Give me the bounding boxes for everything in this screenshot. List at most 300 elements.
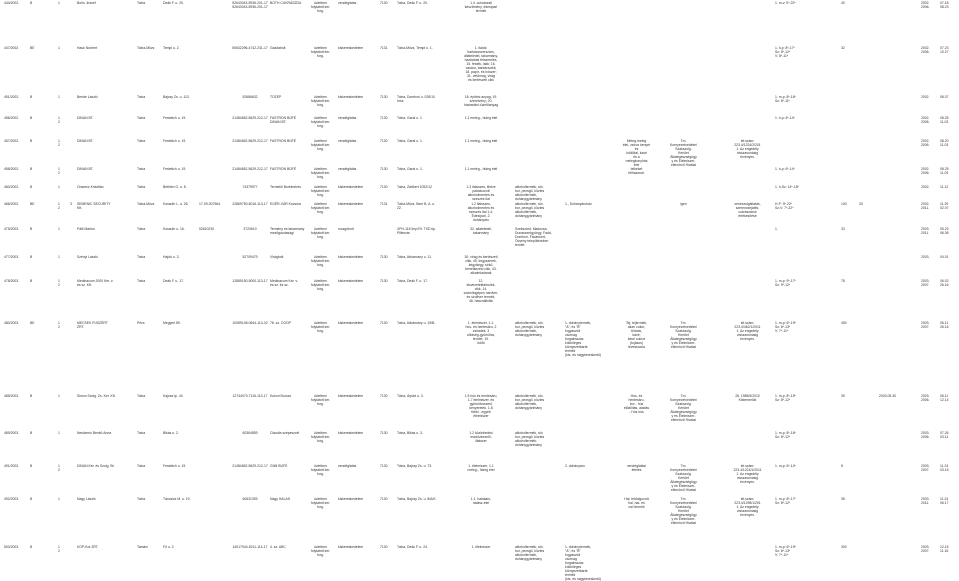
cell-tax: 52709479: [242, 255, 258, 259]
cell-act: kiskereskedelem: [338, 431, 364, 435]
cell-weekday: 1. m-p: 8ʰ-17ʰ Sz: 8ʰ-12ʰ: [775, 497, 796, 505]
cell-year: 2003. 2007.: [921, 464, 930, 472]
cell-n: 1: [58, 431, 60, 435]
cell-owner: Bende László: [77, 95, 98, 99]
cell-city: Tolna: [137, 255, 146, 259]
cell-owner: SEMENIC SECURITY Kft.: [77, 202, 111, 210]
cell-date: 07.26 03.11: [940, 431, 949, 439]
cell-zip: 7130: [380, 394, 388, 398]
cell-unit: Claudia szépészcél: [270, 431, 300, 435]
cell-form: üzletben folytatott ker. forg.: [310, 431, 331, 443]
cell-method: Tm. Kornyezetvédelmi Szakszolg. Kerület Állategészségügy y és Élelmiszer- ellenőrző Hivatal: [670, 497, 697, 525]
cell-addr: Táncsics M. u. 19.: [163, 497, 191, 501]
cell-unit: FASTRON BÜFÉ: [270, 139, 296, 143]
cell-sales: 1. dohánytermék, "A", és "B" fogyasztói csomag forgalmazás különleges környezetbarát termék (kis- és nagykereskedő): [565, 545, 601, 581]
cell-weekday: 1. h-p: 6ʰ-14ʰ: [775, 167, 795, 171]
cell-hours: Tej, tejtermék, alum cukor, törtvas, kávé, kávé cukrot (tojásos) leveskocka: [625, 321, 648, 349]
cell-products: 1. élelmiszer, 1.1. hús- és hentesáru, 2 zsiradék, 3 zöldség-gyümölcs, terület, 19. üdítő: [465, 321, 497, 345]
cell-form: üzletben folytatott ker. forg.: [310, 46, 331, 58]
cell-tax: 21484652-5629-212-17: [232, 139, 268, 143]
cell-weekday: 1. h-p: 8ʰ-17ʰ Sz: 8ʰ-12ʰ V: 8ʰ-11ʰ: [775, 46, 795, 58]
cell-weekday: 1. m-p: 8ʰ-15ʰ Sz: 8ʰ-12ʰ: [775, 394, 796, 402]
cell-type: B: [30, 545, 33, 549]
cell-products: 1. élelmiszer: [471, 545, 491, 549]
cell-n: 1 2: [58, 139, 60, 147]
cell-city: Tamási: [137, 545, 148, 549]
cell-weekday: 1. h-p: 6ʰ-14ʰ: [775, 116, 795, 120]
cell-tax: 12889150-5000-113-17: [232, 279, 268, 283]
cell-place: XPH-118 Ilnyi Rt. TSD tip. Pillesvár: [397, 227, 436, 235]
cell-type: B: [30, 464, 33, 468]
cell-addr: Hajdú u. 3.: [163, 255, 180, 259]
cell-act: kiskereskedelem: [338, 202, 364, 206]
cell-owner: DINAN Ker. és Szolg. Bt.: [77, 464, 115, 468]
cell-products: 30. virág és kertészeti cikk, 45. kegyszerek, kegytárgy, sírkő, temetkezési cikk, 43. alkalmiadarak: [464, 255, 498, 275]
cell-type: B: [30, 1, 33, 5]
cell-permit: tel.szám: 223.4/1298/1/201 1. Az engedély visszavonásig érvényes.: [734, 497, 761, 517]
cell-tax: 22869750-6016-113-17: [232, 202, 268, 206]
cell-unit: BOTH CUKRÁSZDA: [270, 1, 302, 5]
cell-addr: Festetich u. 19.: [163, 167, 187, 171]
cell-year: 2003. 2007.: [921, 321, 930, 329]
cell-place: Tolna, Árpád u. 3.: [397, 394, 424, 398]
cell-addr: Bajcsy Zs. u. 113.: [163, 95, 190, 99]
cell-n3: 3: [70, 202, 72, 206]
cell-tax: 52643043-5936-201-17 52643043-5936-201-17: [232, 1, 268, 9]
cell-n: 1 2: [58, 321, 60, 329]
cell-city: Tolna: [137, 116, 146, 120]
cell-date: 12.15 11.16: [940, 545, 949, 553]
cell-tax2: 17-09-007564: [199, 202, 221, 206]
cell-reg: 477/2003.: [4, 255, 20, 259]
cell-extra2: 2003.05.30: [879, 394, 896, 398]
cell-year: 2003. 2007.: [921, 279, 930, 287]
cell-tax: 14017944-5211-114-17: [232, 545, 268, 549]
cell-reg: 456/2002.: [4, 116, 20, 120]
cell-zip: 7131: [380, 202, 388, 206]
cell-year: 2003. 2011.: [921, 227, 930, 235]
cell-form: üzletben folytatott ker. forg.: [310, 321, 331, 333]
cell-products: 1. italok; barkácsszerszám, állateledel, takarmány, haztartási felszerelés, 15. festék, lakk; 16. vasáru, barkácscikk; 18. papír- és irószer; 31. vetőmag, virág és kertészeti cikk: [464, 46, 498, 82]
cell-addr: Deák F. u. 20.: [163, 1, 184, 5]
cell-place: Tolna-Mözs, Templ u. 1.: [397, 46, 433, 50]
cell-act: kiskereskedelem: [338, 394, 364, 398]
cell-place: Tolna, Bajcsy Zs. u. 8/A/K.: [397, 497, 437, 501]
cell-tax: 60364859: [242, 431, 258, 435]
cell-tax: 21484652-5629-212-17: [232, 167, 268, 171]
cell-addr: Deák F. u. 17.: [163, 279, 184, 283]
cell-n: 1 2: [58, 545, 60, 553]
cell-city: Tolna: [137, 497, 146, 501]
cell-weekday: H-P: 9ʰ-22ʰ Sz-V: 7ʰ-22ʰ: [775, 202, 794, 210]
cell-weekday: 1. m-v: 9ʰ-22ʰ: [775, 1, 796, 5]
cell-extra: 33: [859, 202, 863, 206]
cell-owner: DINAN BT.: [77, 139, 94, 143]
cell-date: 11.24 03.15: [940, 464, 949, 472]
cell-owner: Oravecz Krisztián: [77, 185, 104, 189]
cell-zip: 7130: [380, 139, 388, 143]
cell-type: B: [30, 394, 33, 398]
cell-date: 11.12: [940, 185, 949, 189]
cell-unit: Termelői Borkimérés: [270, 185, 301, 189]
cell-products: 1.4. cukrászati készítmény, édesipari termék: [464, 1, 498, 13]
cell-zip: 7131: [380, 46, 388, 50]
cell-addr: Bikás u. 2.: [163, 431, 179, 435]
cell-owner: Bohn József: [77, 1, 96, 5]
cell-goods: alkoholtermék, sör, bor, pezsgő, köztes alkoholtermék, dohánygyártmány: [515, 185, 545, 201]
cell-hours: Hal, feldolgozott hal, hal- és vízi termék: [624, 497, 649, 509]
cell-tax: 10089108-0644-114-02: [232, 321, 268, 325]
cell-city: Tolna: [137, 227, 146, 231]
cell-permit: tel.szám: 223.4/1224/2/201 1. Az engedély visszavonásig érvényes.: [734, 139, 761, 159]
cell-place: Tolna, Dombori u. 028/10 hrsz.: [397, 95, 435, 103]
cell-year: 2003. 2007.: [921, 545, 930, 553]
cell-n: 1 2: [58, 167, 60, 175]
cell-city: Tolna: [137, 431, 146, 435]
cell-reg: 500/2003.: [4, 545, 20, 549]
cell-n: 1 2: [58, 279, 60, 287]
cell-place: Tolna-Mözs, Bem B. A. u. 22.: [397, 202, 436, 210]
cell-place: Tolna, Alkotmány u. 15/B.: [397, 321, 436, 325]
cell-act: vendéglátás: [338, 1, 357, 5]
cell-zip: 7130: [380, 255, 388, 259]
cell-area: 300: [841, 545, 847, 549]
cell-hours: Hús- és hentesáru, bor - hús előállítás, alabás - Hús hús: [623, 394, 650, 414]
cell-owner: MECSEK FÜSZÉRT ZRT.: [77, 321, 108, 329]
cell-form: üzletben folytatott ker. forg.: [310, 139, 331, 151]
cell-addr: Bethlen G. u. 8.: [163, 185, 187, 189]
cell-n: 1 2: [58, 116, 60, 124]
cell-addr: Fő u. 2.: [163, 545, 175, 549]
cell-addr: Festetich u. 19.: [163, 464, 187, 468]
cell-tax: 21484652-5629-212-17: [232, 116, 268, 120]
cell-goods: alkoholtermék, sör, bor, pezsgő, köztes alkoholtermék, dohánygyártmány: [515, 431, 545, 447]
cell-unit: FASTRON BÜFÉ: [270, 167, 296, 171]
cell-act: kiskereskedelem: [338, 545, 364, 549]
cell-tax: 21484652-5629-212-17: [232, 464, 268, 468]
cell-addr: Kossuth u. 16.: [163, 227, 185, 231]
cell-weekday: 1.: [775, 227, 778, 231]
cell-unit: Termény és takarmány mezőgazdasági: [270, 227, 305, 235]
cell-act: vendéglátás: [338, 167, 357, 171]
cell-owner: DINAN BT.: [77, 167, 94, 171]
cell-unit: EGÉR-VÁR Kocsma: [270, 202, 301, 206]
cell-act: mozgóbolt: [338, 227, 354, 231]
cell-city: Tolna: [137, 167, 146, 171]
cell-reg: 457/2002.: [4, 139, 20, 143]
cell-year: 2003. 2006.: [921, 394, 930, 402]
cell-form: üzletben folytatott ker. forg.: [310, 202, 331, 214]
cell-goods: Szekszárd, Madocsa, Dunaszentgyörgy, Fadd, Dombori, Fácánkert, Öcsény településeken terület: [515, 227, 552, 247]
cell-permit: zeneszolgáltatás, szerencsejáték, cukrászáruk értékesítése: [734, 202, 761, 218]
cell-date: 05.23 06.08: [940, 227, 949, 235]
cell-city: Tolna: [137, 464, 146, 468]
cell-area: 33: [841, 227, 845, 231]
cell-place: Tolna, Attozmány u. 11.: [397, 255, 432, 259]
cell-form: üzletben folytatott ker. forg.: [310, 464, 331, 476]
cell-zip: 7130: [380, 167, 388, 171]
cell-addr: Kossuth L. u. 26.: [163, 202, 189, 206]
cell-tax: 3720610: [243, 227, 257, 231]
cell-area: 32: [841, 46, 845, 50]
cell-products: 12. kisvezetéktartozék, cikk, 14. számítógépes hardver- és szoftver termék, 48. használtcikk: [463, 279, 499, 303]
cell-zip: 7130: [380, 1, 388, 5]
cell-year: 2002.: [921, 185, 930, 189]
cell-type: B: [30, 279, 33, 283]
cell-reg: 460/2002.: [4, 185, 20, 189]
cell-form: üzletben folytatott ker. forg.: [310, 255, 331, 267]
cell-area: 100: [841, 202, 847, 206]
cell-city: Tolna: [137, 279, 146, 283]
cell-type: B: [30, 116, 33, 120]
cell-act: kiskereskedelem: [338, 279, 364, 283]
cell-n: 1 2: [58, 464, 60, 472]
cell-act: kiskereskedelem: [338, 95, 364, 99]
cell-type: B: [30, 431, 33, 435]
cell-products: 1.1 meleg-, hideg étel: [464, 139, 498, 143]
cell-products: 18. építési anyag; 19. szerelvény; 20. háztartási tüzelőanyag: [464, 95, 498, 107]
cell-owner: DINAN BT.: [77, 116, 94, 120]
cell-place: Tolna, Garai u. 1.: [397, 167, 423, 171]
cell-unit: Virágbolt: [270, 255, 284, 259]
cell-owner: Neufarmó Benkő Anna: [77, 431, 112, 435]
cell-products: 1.2 közlekedési eszközkezelő, illatszer: [469, 431, 493, 443]
cell-n: 1: [58, 227, 60, 231]
cell-zip: 7130: [380, 95, 388, 99]
cell-weekday: 1. m-p: 6ʰ-19ʰ Sz: 6ʰ-13ʰ V: 7ʰ-11ʰ: [775, 321, 796, 333]
cell-place: Tolna, Garai u. 1.: [397, 139, 423, 143]
cell-n: 1: [58, 497, 60, 501]
cell-city: Tolna-Mözs: [137, 46, 155, 50]
cell-date: 06.02 26.16: [940, 279, 949, 287]
cell-city: Tolna: [137, 95, 146, 99]
cell-act: vendéglátás: [338, 464, 357, 468]
cell-date: 08.25 11.03: [940, 167, 949, 175]
cell-reg: 491/2003.: [4, 464, 20, 468]
cell-date: 07.23 10.27: [940, 46, 949, 54]
cell-hours: Meleg-meleg étel, zsíros kenyér és üdítőital, kávé és a melegkonyhás étel telkeket felhasznál.: [622, 139, 651, 175]
cell-method: Tm. Kornyezetvédelmi Szakszolg. Kerület Állategészségügy y és Élelmiszer- ellenőrző Hivatal: [670, 321, 697, 349]
cell-year: 2003. 2006.: [921, 431, 930, 439]
cell-hours: vendéglátási felelés: [626, 464, 647, 472]
cell-city: Tolna: [137, 139, 146, 143]
cell-place: Tolna, Deák F. u. 17.: [397, 279, 428, 283]
cell-type: B: [30, 227, 33, 231]
cell-area: 40: [841, 1, 845, 5]
cell-weekday: 1. m-p: 6ʰ-19ʰ Sz: 6ʰ-13ʰ V: 7ʰ-11ʰ: [775, 545, 796, 557]
cell-type: B: [30, 167, 33, 171]
cell-addr: Kajcsa tp. 44: [163, 394, 183, 398]
cell-permit: 26. 1985/5/2010 Kistermelők: [735, 394, 760, 402]
cell-reg: 478/2003.: [4, 279, 20, 283]
cell-reg: 480/2003.: [4, 321, 20, 325]
cell-unit: 78. sz. COOP: [270, 321, 291, 325]
cell-reg: 475/2003.: [4, 227, 20, 231]
cell-year: 2002. 2006.: [921, 116, 930, 124]
cell-place: Tolna, Deák F. u. 20.: [397, 1, 428, 5]
cell-permit: tel.szám: 223.4/462/1/2011 1. Az engedély visszavonásig érvényes.: [734, 321, 761, 341]
cell-tax: 60631393: [242, 497, 258, 501]
cell-place: Tolna, Bajcsy Zs. u. 73.: [397, 464, 433, 468]
cell-weekday: 1. h-Sz: 14ʰ-18ʰ: [775, 185, 799, 189]
cell-unit: FASTRON BÜFÉ DINAN BT.: [270, 116, 296, 124]
cell-type: BE: [30, 321, 35, 325]
cell-type: B: [30, 95, 33, 99]
cell-tax: 74379977: [242, 185, 258, 189]
cell-form: üzletben folytatott ker. forg.: [310, 167, 331, 179]
cell-tax: 52686632: [242, 95, 258, 99]
cell-owner: Szényi László: [77, 255, 98, 259]
cell-date: 04.01: [940, 255, 949, 259]
cell-weekday: 1. m-p: 8ʰ-16ʰ Sz: 8ʰ-12ʰ: [775, 431, 796, 439]
cell-form: üzletben folytatott ker. forg.: [310, 545, 331, 557]
cell-type: B: [30, 185, 33, 189]
cell-type: BE: [30, 202, 35, 206]
cell-area: 450: [841, 321, 847, 325]
cell-products: 1. élelmiszer, 1.1 meleg-, hideg étel: [467, 464, 495, 472]
cell-weekday: 1. m-p: 9ʰ-17ʰ Sz: 9ʰ-12ʰ: [775, 279, 796, 287]
cell-act: vendéglátás: [338, 139, 357, 143]
cell-reg: 466/2002.: [4, 202, 20, 206]
cell-zip: 7130: [380, 185, 388, 189]
cell-act: kiskereskedelem: [338, 321, 364, 325]
cell-type: B: [30, 139, 33, 143]
cell-unit: Gazdabolt: [270, 46, 286, 50]
cell-unit: Nagy HALAS: [270, 497, 290, 501]
cell-sales: 1., Dohányáruház: [565, 202, 592, 206]
cell-area: 35: [841, 497, 845, 501]
cell-year: 2003. 2011.: [921, 497, 930, 505]
cell-products: 1.1 meleg-, hideg étel: [464, 116, 498, 120]
cell-act: kiskereskedelem: [338, 46, 364, 50]
cell-tax: 12744070-7116-113-17: [232, 394, 268, 398]
cell-tax: 50632296-4742-231-17: [232, 46, 268, 50]
cell-goods: alkoholtermék, sör, bor, pezsgő, köztes alkoholtermék, dohánygyártmány: [515, 321, 545, 337]
cell-date: 11.24 06.17: [940, 497, 949, 505]
cell-method: igen: [680, 202, 687, 206]
cell-date: 06.11 26.16: [940, 321, 949, 329]
cell-date: 07.18 08.23: [940, 1, 949, 9]
cell-reg: 451/2002.: [4, 95, 20, 99]
cell-permit: tel.szám: 223.4/1224/1/2011 1. Az engedély visszavonásig érvényes.: [733, 464, 762, 484]
cell-reg: 447/2002.: [4, 46, 20, 50]
cell-n: 1 2: [58, 202, 60, 210]
cell-area: 39: [841, 394, 845, 398]
cell-n: 1: [58, 255, 60, 259]
cell-place: Tolna, Garai u. 1.: [397, 116, 423, 120]
cell-date: 08.20 11.03: [940, 139, 949, 147]
cell-products: 1.5 hús és hentesáru, 1.7 élelmiszer, és gyümölcsszerű kenyeretek, 1.8 többi - egyéb élelmiszer: [464, 394, 498, 418]
cell-reg: 489/2003.: [4, 431, 20, 435]
cell-city: Tolna: [137, 185, 146, 189]
cell-zip: 7130: [380, 116, 388, 120]
cell-city: Pécs: [137, 321, 145, 325]
cell-year: 2002. 2006.: [921, 139, 930, 147]
cell-reg: 444/2002.: [4, 1, 20, 5]
cell-n: 1: [58, 394, 60, 398]
cell-zip: 7130: [380, 431, 388, 435]
cell-n: 1: [58, 1, 60, 5]
cell-place: Tolna, Bikás u. 3.: [397, 431, 423, 435]
cell-unit: Kukori Borozó: [270, 394, 292, 398]
cell-sales: 2. dohányáru: [565, 464, 585, 468]
cell-weekday: 1. m-p: 6ʰ-14ʰ: [775, 464, 796, 468]
cell-products: 1.2 italsszes, alkoholmentes és szeszes ital 1.4. Édesipari, 2. dohányáru: [467, 202, 495, 222]
cell-date: 08.07: [940, 95, 949, 99]
cell-n: 1: [58, 185, 60, 189]
cell-date: 08.25 11.03: [940, 116, 949, 124]
cell-tax2: 52610230: [199, 227, 215, 231]
cell-products: 32. állateledel, takarmány: [470, 227, 492, 235]
cell-act: kiskereskedelem: [338, 185, 364, 189]
cell-city: Tolna: [137, 1, 146, 5]
cell-owner: Pálli Márton: [77, 227, 95, 231]
cell-city: Tolna-Mözs: [137, 202, 155, 206]
cell-place: Tolna, Deák F. u. 24.: [397, 545, 428, 549]
cell-addr: Megyeri 89.: [163, 321, 181, 325]
cell-reg: 485/2003.: [4, 394, 20, 398]
cell-products: 1.3 italsszes, illetve palackozott alkoholmentes és szeszes ital: [466, 185, 496, 201]
cell-goods: alkoholtermék, sör, bor, pezsgő, köztes alkoholtermék, dohánygyártmány: [515, 545, 545, 561]
cell-unit: 4. sz. ABC: [270, 545, 286, 549]
cell-date: 11.29 02.07: [940, 202, 949, 210]
cell-sales: 1. dohánytermék, "A", és "B" fogyasztói csomag forgalmazás különleges környezetbarát termék (kis- és nagykereskedő): [565, 321, 601, 357]
cell-goods: alkoholtermék, sör, bor, pezsgő, köztes alkoholtermék, dohánygyártmány: [515, 202, 545, 218]
cell-n: 1: [58, 95, 60, 99]
cell-form: üzletben folytatott ker. forg.: [310, 116, 331, 128]
cell-goods: alkoholtermék, sör, bor, pezsgő, köztes alkoholtermék, dohánygyártmány: [515, 394, 545, 410]
cell-addr: Festetich u. 19.: [163, 139, 187, 143]
cell-zip: 7130: [380, 497, 388, 501]
cell-form: üzletben folytatott ker. forg.: [310, 279, 331, 291]
cell-place: Tolna, Zártkert 1052/12: [397, 185, 432, 189]
cell-type: B: [30, 497, 33, 501]
cell-addr: Festetich u. 19.: [163, 116, 187, 120]
cell-addr: Templ u. 2.: [163, 46, 180, 50]
cell-act: kiskereskedelem: [338, 497, 364, 501]
cell-products: 1.1 meleg-, hideg étel: [464, 167, 498, 171]
cell-owner: Medinacum 2000 Ker. v. és sz. Kft.: [77, 279, 114, 287]
cell-year: 2002.: [921, 95, 930, 99]
cell-act: vendéglátás: [338, 116, 357, 120]
cell-date: 06.11 12.14: [940, 394, 949, 402]
cell-form: üzletben folytatott ker. forg.: [310, 497, 331, 509]
cell-year: 2002. 2006.: [921, 1, 930, 9]
cell-owner: Simon Szolg. Zs. Ker. Kft.: [77, 394, 116, 398]
cell-area: 78: [841, 279, 845, 283]
cell-owner: KOP-Kot ZRT.: [77, 545, 99, 549]
cell-zip: 7130: [380, 279, 388, 283]
cell-reg: 458/2002.: [4, 167, 20, 171]
cell-products: 1.1. halasáru, halász-étel: [470, 497, 492, 505]
cell-zip: 7130: [380, 464, 388, 468]
cell-n: 1: [58, 46, 60, 50]
cell-unit: GIMI BÜFÉ: [270, 464, 288, 468]
cell-city: Tolna: [137, 394, 146, 398]
cell-form: üzletben folytatott ker. forg.: [310, 227, 331, 239]
cell-type: BE: [30, 46, 35, 50]
cell-form: üzletben folytatott ker. forg.: [310, 394, 331, 406]
cell-reg: 492/2003.: [4, 497, 20, 501]
cell-form: üzletben folytatott ker. forg.: [310, 1, 331, 13]
cell-year: 2002. 2006.: [921, 46, 930, 54]
cell-unit: TOZEP: [270, 95, 282, 99]
cell-owner: Nagy László: [77, 497, 96, 501]
cell-year: 2003.: [921, 255, 930, 259]
cell-method: Tm. Kornyezetvédelmi Szakszolg. Kerület Állategészségügy y és Élelmiszer- ellenőrző Hivatal: [670, 139, 697, 167]
cell-owner: Hauk Norbert: [77, 46, 98, 50]
cell-act: kiskereskedelem: [338, 255, 364, 259]
